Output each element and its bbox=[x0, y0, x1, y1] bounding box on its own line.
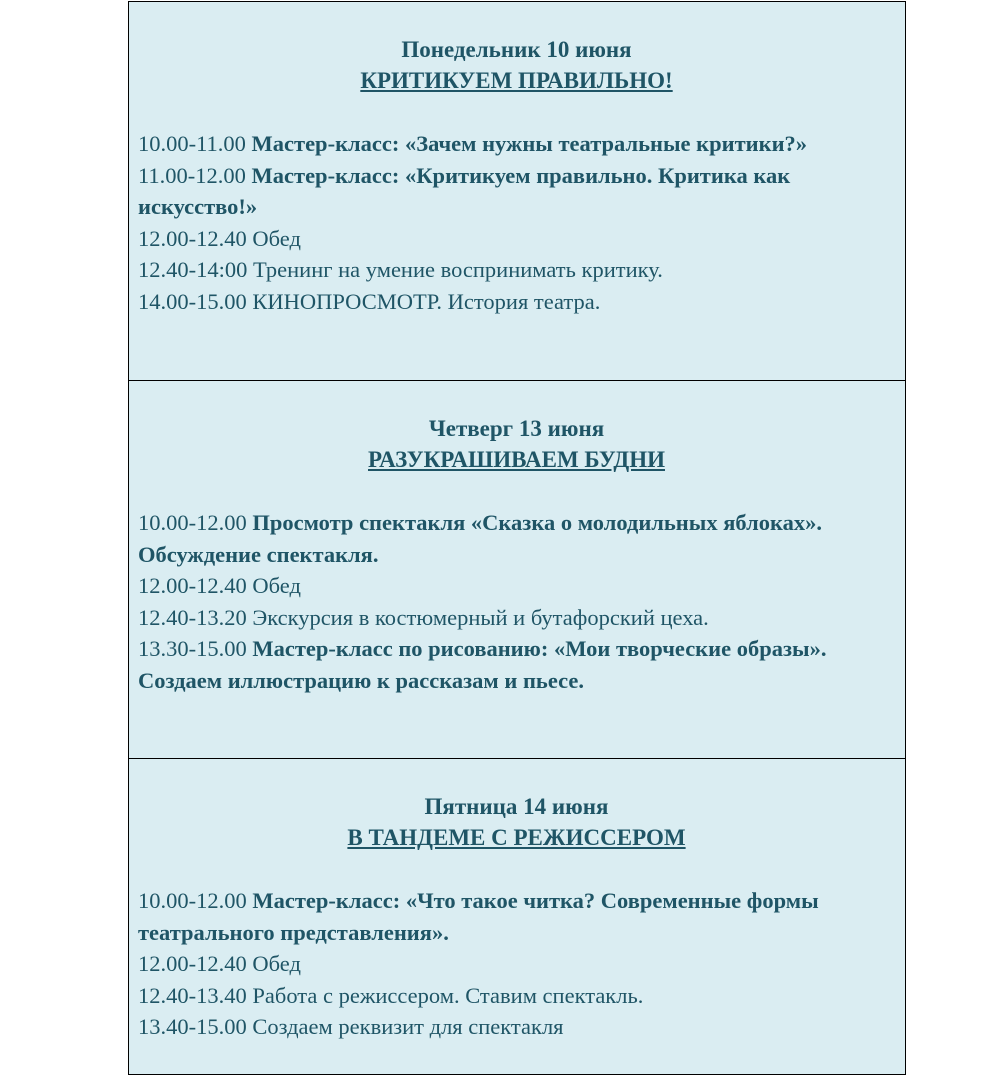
day-title: Четверг 13 июня bbox=[428, 416, 605, 441]
item-time: 10.00-12.00 bbox=[138, 510, 247, 535]
schedule-item bbox=[138, 128, 895, 160]
item-time: 12.40-13.40 bbox=[138, 982, 247, 1008]
schedule-item bbox=[138, 885, 895, 948]
schedule-item bbox=[138, 507, 895, 570]
schedule-item bbox=[138, 570, 895, 602]
schedule-table bbox=[128, 1, 906, 1075]
item-text: Тренинг на умение воспринимать критику. bbox=[253, 257, 663, 282]
item-time: 10.00-11.00 bbox=[138, 131, 246, 156]
item-time: 12.00-12.40 bbox=[138, 225, 247, 251]
item-text: Мастер-класс: «Зачем нужны театральные критики?» bbox=[251, 131, 808, 156]
day-title: Понедельник 10 июня bbox=[401, 37, 632, 62]
item-text: Просмотр спектакля «Сказка о молодильных яблоках». Обсуждение спектакля. bbox=[138, 510, 822, 567]
item-text: Мастер-класс по рисованию: «Мои творческие образы». Создаем иллюстрацию к рассказам и пьесе. bbox=[138, 636, 827, 693]
item-time: 10.00-12.00 bbox=[138, 888, 247, 913]
item-text: Работа с режиссером. Ставим спектакль. bbox=[252, 982, 644, 1008]
item-time: 12.00-12.40 bbox=[138, 951, 247, 976]
day-title: Пятница 14 июня bbox=[424, 794, 609, 819]
schedule-item bbox=[138, 254, 895, 286]
schedule-item bbox=[138, 633, 895, 696]
item-time: 13.40-15.00 bbox=[138, 1014, 247, 1039]
item-text: Мастер-класс: «Что такое читка? Современные формы театрального представления». bbox=[138, 888, 819, 945]
item-text: Обед bbox=[252, 573, 301, 598]
item-time: 12.40-14:00 bbox=[138, 257, 248, 282]
item-text: Создаем реквизит для спектакля bbox=[252, 1014, 564, 1039]
day-theme: РАЗУКРАШИВАЕМ БУДНИ bbox=[368, 447, 665, 472]
item-time: 12.00-12.40 bbox=[138, 573, 247, 598]
schedule-item bbox=[138, 1011, 895, 1043]
day-section-thursday bbox=[129, 381, 905, 759]
item-text: Мастер-класс: «Критикуем правильно. Критика как искусство!» bbox=[138, 162, 791, 219]
item-text: КИНОПРОСМОТР. История театра. bbox=[252, 288, 601, 314]
item-time: 14.00-15.00 bbox=[138, 288, 247, 314]
schedule-item bbox=[138, 602, 895, 634]
item-time: 13.30-15.00 bbox=[138, 636, 247, 661]
schedule-item bbox=[138, 980, 895, 1012]
item-text: Экскурсия в костюмерный и бутафорский цеха. bbox=[252, 604, 709, 630]
schedule-item bbox=[138, 948, 895, 980]
schedule-item bbox=[138, 160, 895, 223]
item-time: 12.40-13.20 bbox=[138, 604, 247, 630]
item-text: Обед bbox=[252, 225, 301, 251]
day-section-monday bbox=[129, 2, 905, 381]
day-theme: КРИТИКУЕМ ПРАВИЛЬНО! bbox=[360, 68, 673, 93]
schedule-item bbox=[138, 223, 895, 255]
day-section-friday bbox=[129, 759, 905, 1075]
item-text: Обед bbox=[252, 951, 301, 976]
day-theme: В ТАНДЕМЕ С РЕЖИССЕРОМ bbox=[347, 825, 686, 850]
schedule-item bbox=[138, 286, 895, 318]
item-time: 11.00-12.00 bbox=[138, 162, 246, 188]
